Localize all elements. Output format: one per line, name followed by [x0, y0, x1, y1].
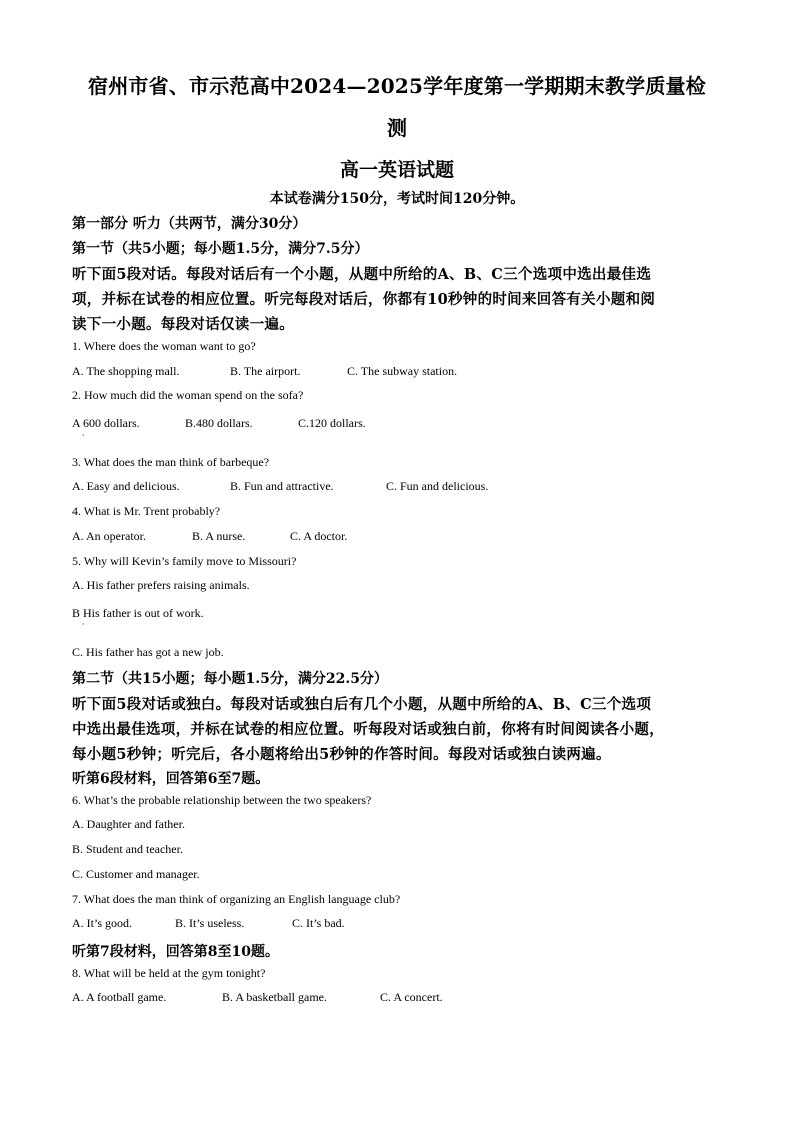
q8-option-b: B. A basketball game. [222, 990, 327, 1004]
q8-option-a: A. A football game. [72, 990, 167, 1004]
section1-heading: 第一节（共5小题；每小题1.5分，满分7.5分） [72, 241, 369, 257]
q3-option-a: A. Easy and delicious. [72, 479, 180, 493]
question-4: 4. What is Mr. Trent probably? [72, 504, 221, 518]
q6-option-c: C. Customer and manager. [72, 867, 200, 881]
section2-instructions-line3: 每小题5秒钟；听完后，各小题将给出5秒钟的作答时间。每段对话或独白读两遍。 [72, 746, 611, 763]
q6-option-a: A. Daughter and father. [72, 817, 185, 831]
question-2: 2. How much did the woman spend on the sofa? [72, 388, 304, 402]
q4-option-b: B. A nurse. [192, 529, 246, 543]
question-1: 1. Where does the woman want to go? [72, 339, 256, 353]
q7-option-b: B. It’s useless. [175, 916, 245, 930]
q2-option-a: A 600 dollars. [72, 416, 140, 430]
section2-instructions-line1: 听下面5段对话或独白。每段对话或独白后有几个小题，从题中所给的A、B、C三个选项 [72, 696, 652, 713]
q7-option-c: C. It’s bad. [292, 916, 345, 930]
q5-option-c: C. His father has got a new job. [72, 645, 224, 659]
q4-option-a: A. An operator. [72, 529, 146, 543]
q1-option-b: B. The airport. [230, 364, 301, 378]
section1-instructions-line1: 听下面5段对话。每段对话后有一个小题，从题中所给的A、B、C三个选项中选出最佳选 [72, 266, 652, 283]
mark-dot: · [82, 620, 85, 629]
q8-option-c: C. A concert. [380, 990, 443, 1004]
part1-heading: 第一部分 听力（共两节，满分30分） [72, 216, 307, 232]
question-7: 7. What does the man think of organizing an English language club? [72, 892, 401, 906]
material-7-heading: 听第7段材料，回答第8至10题。 [72, 944, 279, 960]
section1-instructions-line2: 项，并标在试卷的相应位置。听完每段对话后，你都有10秒钟的时间来回答有关小题和阅 [72, 291, 656, 308]
q3-option-b: B. Fun and attractive. [230, 479, 334, 493]
q5-option-a: A. His father prefers raising animals. [72, 578, 250, 592]
q7-option-a: A. It’s good. [72, 916, 132, 930]
exam-note: 本试卷满分150分，考试时间120分钟。 [269, 191, 525, 207]
question-8: 8. What will be held at the gym tonight? [72, 966, 266, 980]
question-6: 6. What’s the probable relationship between the two speakers? [72, 793, 372, 807]
subject-title: 高一英语试题 [339, 159, 454, 181]
mark-dot: · [82, 431, 85, 440]
section2-heading: 第二节（共15小题；每小题1.5分，满分22.5分） [72, 671, 388, 687]
question-5: 5. Why will Kevin’s family move to Missouri? [72, 554, 297, 568]
exam-title-continued: 测 [387, 116, 407, 140]
q5-option-b: B His father is out of work. [72, 606, 204, 620]
exam-title: 宿州市省、市示范高中2024—2025学年度第一学期期末教学质量检 [88, 74, 706, 98]
q6-option-b: B. Student and teacher. [72, 842, 183, 856]
q2-option-b: B.480 dollars. [185, 416, 253, 430]
q4-option-c: C. A doctor. [290, 529, 348, 543]
q3-option-c: C. Fun and delicious. [386, 479, 489, 493]
question-3: 3. What does the man think of barbeque? [72, 455, 270, 469]
q1-option-c: C. The subway station. [347, 364, 458, 378]
q1-option-a: A. The shopping mall. [72, 364, 180, 378]
section2-instructions-line2: 中选出最佳选项，并标在试卷的相应位置。听每段对话或独白前，你将有时间阅读各小题， [72, 721, 664, 738]
q2-option-c: C.120 dollars. [298, 416, 366, 430]
material-6-heading: 听第6段材料，回答第6至7题。 [72, 771, 270, 787]
section1-instructions-line3: 读下一小题。每段对话仅读一遍。 [72, 316, 294, 333]
